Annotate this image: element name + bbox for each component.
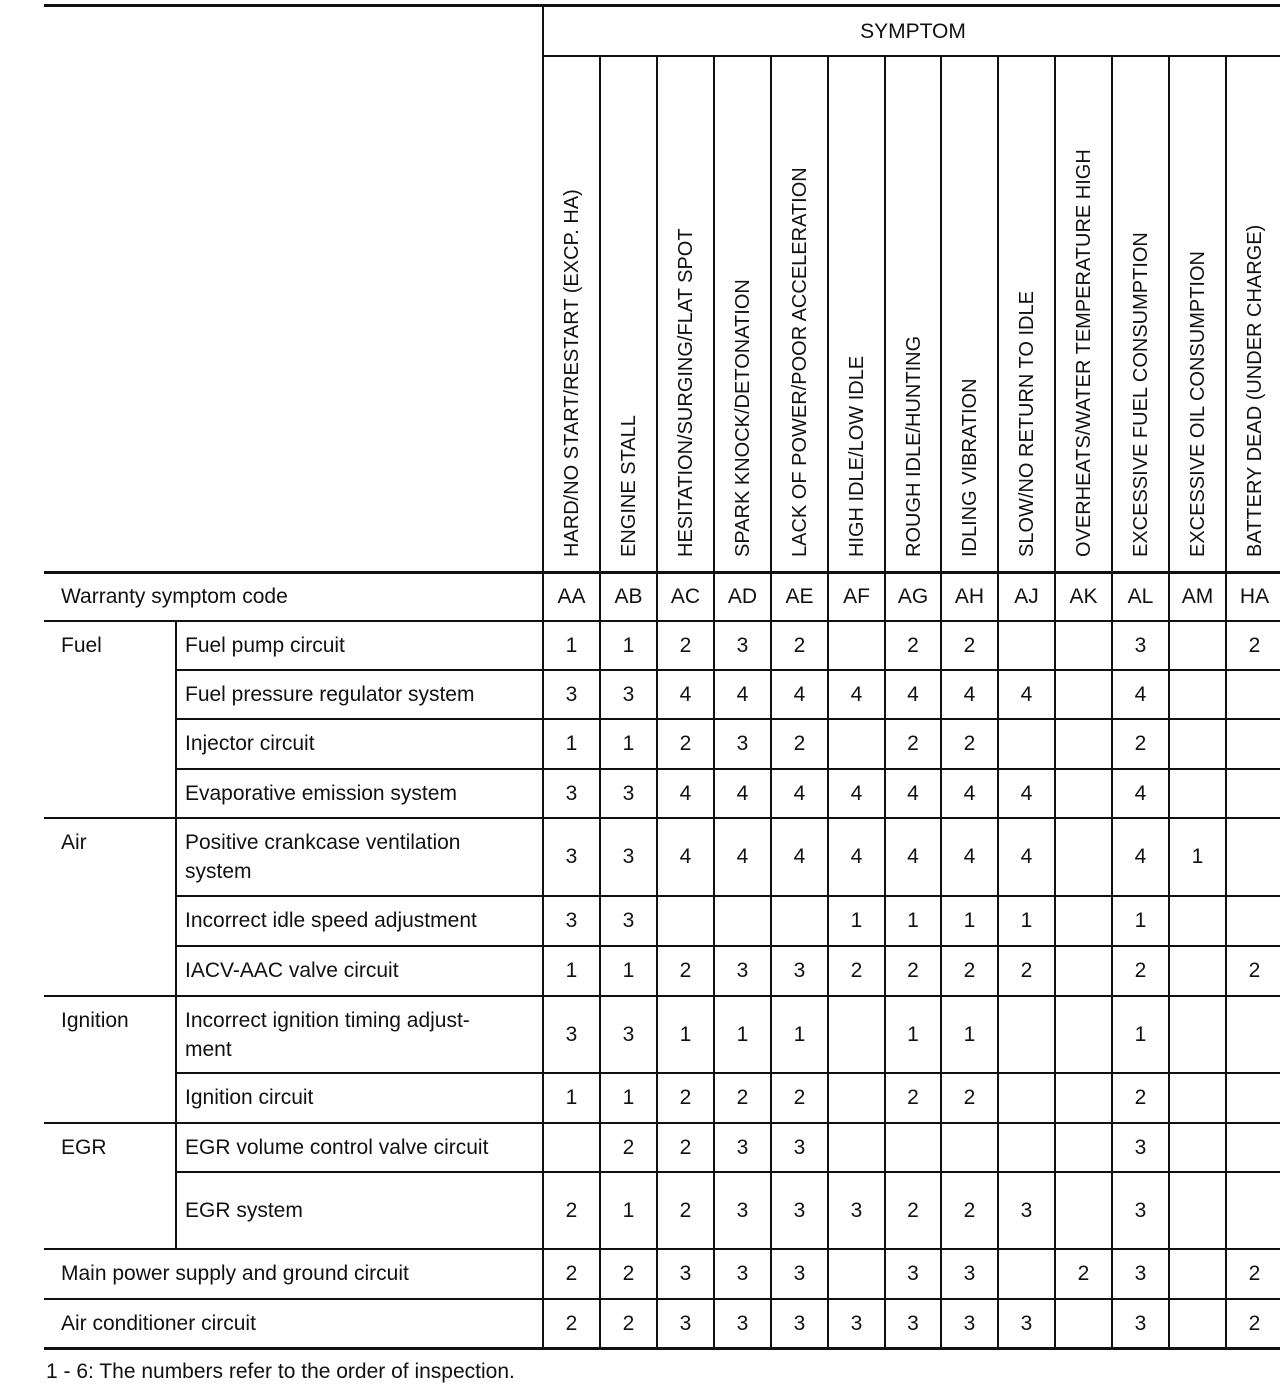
row-label-line: Incorrect ignition timing adjust- [185,1009,470,1032]
row-label [185,1133,488,1162]
symptom-code: AH [954,585,985,608]
table-cell: 2 [679,1136,692,1159]
table-cell: 4 [850,683,863,706]
column-header: LACK OF POWER/POOR ACCELERATION [789,167,811,557]
table-cell: 4 [907,845,919,868]
row-label-line: Ignition circuit [185,1086,314,1109]
table-cell: 4 [963,782,976,805]
table-cell: 1 [963,909,976,932]
table-cell: 2 [1248,1262,1261,1285]
table-cell: 2 [622,1312,635,1335]
table-cell: 2 [1134,959,1147,982]
table-cell: 1 [1020,909,1033,932]
footnote: 1 - 6: The numbers refer to the order of inspection. [46,1360,515,1383]
table-cell: 1 [565,634,578,657]
row-label [185,631,345,660]
symptom-code: AL [1127,585,1154,608]
table-cell: 2 [679,634,692,657]
category-label: Fuel [61,634,102,657]
table-cell: 4 [736,845,749,868]
table-cell: 2 [963,634,976,657]
table-cell: 3 [679,1262,692,1285]
table-cell: 2 [565,1262,578,1285]
symptom-code: AJ [1014,585,1039,608]
table-cell: 3 [622,683,635,706]
table-cell: 4 [1134,782,1147,805]
table-cell: 1 [793,1023,806,1046]
column-header: HIGH IDLE/LOW IDLE [846,355,868,557]
table-cell: 2 [679,732,692,755]
table-cell: 4 [1134,683,1147,706]
row-label [185,680,474,709]
table-cell: 4 [736,782,749,805]
row-label-line: IACV-AAC valve circuit [185,959,399,982]
table-cell: 3 [850,1199,863,1222]
table-cell: 3 [1020,1199,1033,1222]
row-label [185,828,460,886]
column-header: ROUGH IDLE/HUNTING [903,335,925,557]
symptom-code: AC [670,585,701,608]
table-cell: 2 [963,1199,976,1222]
symptom-code: AM [1181,585,1214,608]
table-cell: 3 [565,683,578,706]
row-label-line: EGR volume control valve circuit [185,1136,489,1159]
table-cell: 3 [736,634,749,657]
table-cell: 3 [622,1023,635,1046]
table-cell: 2 [907,732,919,755]
rule-line [44,4,1280,7]
table-cell: 2 [1077,1262,1090,1285]
category-label: Ignition [61,1009,129,1032]
table-cell: 3 [736,1312,749,1335]
table-cell: 2 [793,1086,806,1109]
category-label: Air [61,831,87,854]
table-cell: 1 [622,959,635,982]
table-cell: 2 [679,959,692,982]
table-cell: 3 [907,1312,919,1335]
column-header: SLOW/NO RETURN TO IDLE [1016,291,1038,557]
table-cell: 4 [679,683,692,706]
table-cell: 1 [622,634,635,657]
row-label-line: Positive crankcase ventilation [185,831,461,854]
table-cell: 3 [793,1136,806,1159]
row-label [185,1083,313,1112]
column-header: SPARK KNOCK/DETONATION [732,279,754,557]
table-cell: 4 [963,845,976,868]
row-label: Air conditioner circuit [61,1312,256,1335]
table-cell: 3 [736,1262,749,1285]
table-cell: 4 [1020,782,1033,805]
table-cell: 3 [963,1312,976,1335]
table-cell: 4 [793,845,806,868]
table-cell: 3 [622,782,635,805]
row-label: Main power supply and ground circuit [61,1262,409,1285]
table-cell: 3 [565,1023,578,1046]
table-cell: 4 [679,782,692,805]
table-cell: 1 [1134,909,1147,932]
column-header: EXCESSIVE OIL CONSUMPTION [1187,251,1209,557]
table-cell: 2 [850,959,863,982]
table-cell: 4 [850,782,863,805]
table-cell: 2 [1134,1086,1147,1109]
row-label-line: system [185,860,252,883]
column-header: OVERHEATS/WATER TEMPERATURE HIGH [1073,149,1095,557]
table-cell: 3 [793,959,806,982]
category-label: EGR [61,1136,107,1159]
table-cell: 2 [565,1199,578,1222]
column-header: HESITATION/SURGING/FLAT SPOT [675,228,697,557]
table-cell: 3 [793,1199,806,1222]
row-label [185,956,399,985]
table-cell: 4 [963,683,976,706]
symptom-code: AK [1069,585,1098,608]
table-cell: 3 [736,1136,749,1159]
table-cell: 4 [907,782,919,805]
table-cell: 3 [907,1262,919,1285]
table-cell: 4 [1020,845,1033,868]
table-cell: 2 [793,634,806,657]
table-cell: 2 [963,959,976,982]
table-cell: 2 [963,732,976,755]
table-cell: 4 [1020,683,1033,706]
table-cell: 2 [622,1262,635,1285]
table-cell: 3 [1134,634,1147,657]
row-label [185,729,315,758]
table-cell: 3 [736,1199,749,1222]
table-cell: 4 [736,683,749,706]
table-cell: 3 [793,1312,806,1335]
column-header: ENGINE STALL [618,415,640,557]
table-cell: 3 [850,1312,863,1335]
table-cell: 3 [565,845,578,868]
rule-line [175,621,177,1249]
table-cell: 4 [850,845,863,868]
table-cell: 1 [1134,1023,1147,1046]
row-label [185,779,457,808]
table-cell: 1 [907,909,919,932]
symptom-code: AA [557,585,586,608]
row-label-line: Evaporative emission system [185,782,457,805]
symptom-code: HA [1239,585,1270,608]
row-label [185,1006,470,1064]
row-label [185,1196,303,1225]
table-cell: 1 [565,1086,578,1109]
table-cell: 2 [907,634,919,657]
table-cell: 3 [793,1262,806,1285]
table-cell: 2 [1134,732,1147,755]
table-cell: 2 [963,1086,976,1109]
column-header: EXCESSIVE FUEL CONSUMPTION [1130,232,1152,557]
table-cell: 4 [793,782,806,805]
table-cell: 3 [679,1312,692,1335]
symptom-heading: SYMPTOM [860,20,966,43]
symptom-code: AB [614,585,643,608]
table-cell: 2 [679,1086,692,1109]
table-cell: 3 [1134,1262,1147,1285]
table-cell: 1 [907,1023,919,1046]
row-label-line: Fuel pump circuit [185,634,345,657]
rule-line [44,571,1280,574]
column-header: HARD/NO START/RESTART (EXCP. HA) [561,189,583,557]
table-cell: 2 [622,1136,635,1159]
table-cell: 2 [907,959,919,982]
table-cell: 1 [679,1023,692,1046]
column-header: BATTERY DEAD (UNDER CHARGE) [1244,224,1266,557]
symptom-code: AF [843,585,870,608]
table-cell: 1 [963,1023,976,1046]
table-cell: 3 [1134,1199,1147,1222]
table-cell: 3 [1020,1312,1033,1335]
row-label-line: Injector circuit [185,732,315,755]
rule-line [1225,56,1227,1348]
symptom-code: AD [727,585,758,608]
symptom-code: AG [897,585,929,608]
table-cell: 2 [793,732,806,755]
row-label [185,906,477,935]
table-cell: 2 [907,1086,919,1109]
table-cell: 2 [1248,634,1261,657]
table-cell: 2 [1248,1312,1261,1335]
table-cell: 2 [1020,959,1033,982]
table-cell: 2 [679,1199,692,1222]
table-cell: 4 [793,683,806,706]
table-cell: 1 [565,959,578,982]
table-cell: 2 [736,1086,749,1109]
table-cell: 3 [963,1262,976,1285]
table-cell: 3 [565,909,578,932]
table-cell: 3 [736,732,749,755]
table-cell: 2 [1248,959,1261,982]
row-label-line: EGR system [185,1199,303,1222]
table-cell: 3 [622,845,635,868]
table-cell: 1 [622,1086,635,1109]
table-cell: 3 [736,959,749,982]
row-label-line: Incorrect idle speed adjustment [185,909,477,932]
column-header: IDLING VIBRATION [959,378,981,557]
table-cell: 3 [622,909,635,932]
table-cell: 4 [907,683,919,706]
table-cell: 1 [1191,845,1204,868]
table-cell: 1 [622,732,635,755]
table-cell: 3 [565,782,578,805]
row-label-line: Fuel pressure regulator system [185,683,475,706]
table-cell: 1 [736,1023,749,1046]
table-cell: 2 [907,1199,919,1222]
table-cell: 1 [622,1199,635,1222]
warranty-code-label: Warranty symptom code [61,585,288,608]
table-cell: 1 [850,909,863,932]
row-label-line: ment [185,1038,232,1061]
table-cell: 3 [1134,1312,1147,1335]
table-cell: 1 [565,732,578,755]
table-cell: 4 [1134,845,1147,868]
symptom-code: AE [785,585,814,608]
table-cell: 4 [679,845,692,868]
table-cell: 2 [565,1312,578,1335]
table-cell: 3 [1134,1136,1147,1159]
